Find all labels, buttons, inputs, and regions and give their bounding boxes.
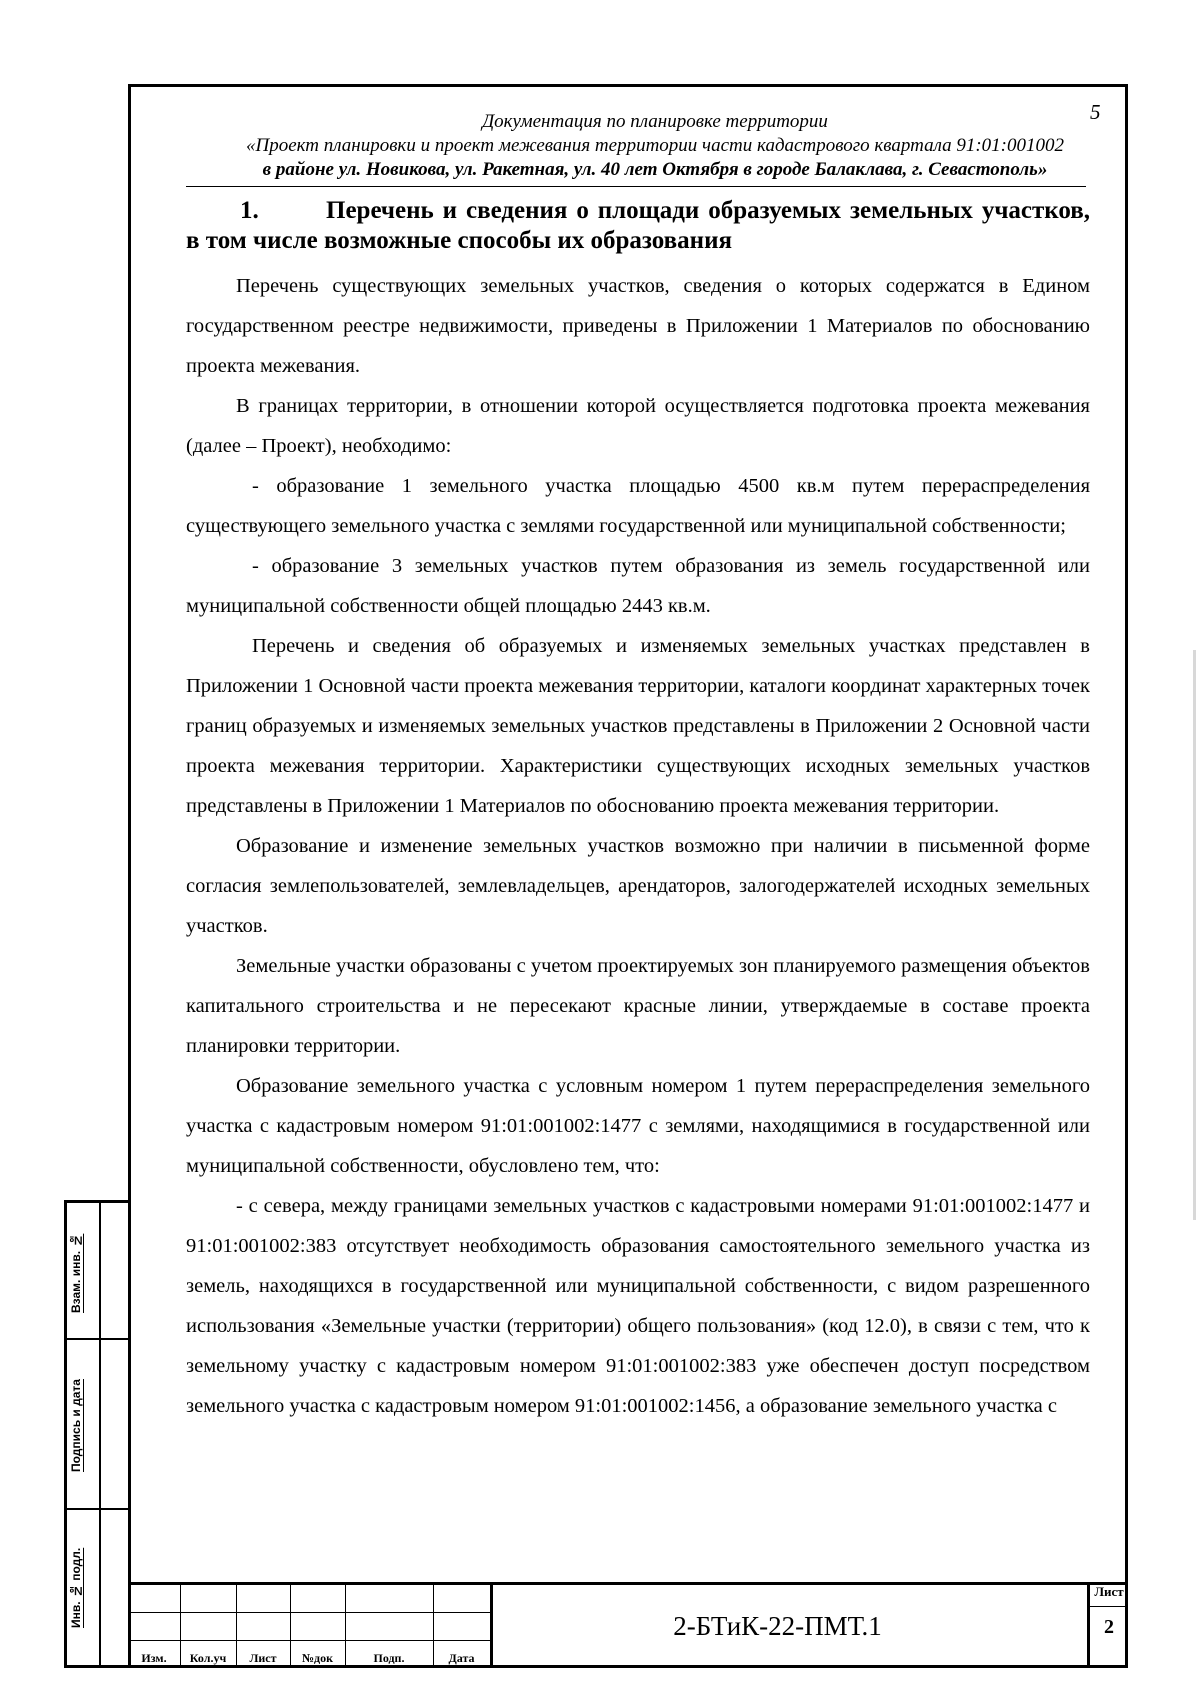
scan-edge-mark (1193, 650, 1196, 1220)
sheet-label: Лист (1094, 1584, 1124, 1599)
side-stamp-divider (99, 1203, 101, 1665)
paragraph: Перечень существующих земельных участков, сведения о которых содержатся в Едином государственном реестре недвижимости, приведены в Приложении 1 Материалов по обоснованию проекта межевания. (186, 275, 1090, 377)
paragraph: Перечень и сведения об образуемых и изменяемых земельных участках представлен в Приложении 1 Основной части проекта межевания территории, каталоги координат характерных точек границ образуемых и изменяемых земельных участков представлены в Приложении 2 Основной части проекта межевания территории. Характеристики существующих исходных земельных участков представлены в Приложении 1 Материалов по обоснованию проекта межевания территории. (186, 635, 1090, 817)
paragraph: Земельные участки образованы с учетом проектируемых зон планируемого размещения объектов капитального строительства и не пересекают красные линии, утверждаемые в составе проекта планировки территории. (186, 955, 1090, 1057)
side-stamp-label-replacement: Взам. инв. № (69, 1233, 83, 1313)
col-data: Дата (448, 1651, 475, 1665)
section-title (186, 196, 1090, 256)
col-list: Лист (249, 1651, 277, 1665)
document-code: 2-БТиК-22-ПМТ.1 (490, 1585, 1062, 1668)
page-number: 5 (1090, 100, 1101, 124)
col-podp: Подп. (373, 1651, 405, 1665)
side-stamp-label-inventory: Инв. № подл. (69, 1547, 83, 1629)
list-item: - образование 1 земельного участка площадью 4500 кв.м путем перераспределения существующего земельного участка с землями государственной или муниципальной собственности; (186, 475, 1090, 537)
sheet-box (1087, 1582, 1128, 1668)
grid-line (128, 1612, 490, 1613)
paragraph: Образование земельного участка с условным номером 1 путем перераспределения земельного участка с кадастровым номером 91:01:001002:1477 с землями, находящимися в государственной или муниципальной собственности, обусловлено тем, что: (186, 1075, 1090, 1177)
side-stamp-separator (67, 1338, 131, 1340)
grid-line (128, 1640, 490, 1641)
header-rule (186, 186, 1086, 187)
header-line-2: «Проект планировки и проект межевания территории части кадастрового квартала 91:01:001002 (245, 135, 1064, 156)
body-text (186, 266, 1090, 1426)
side-stamp-separator (67, 1508, 131, 1510)
document-header (180, 110, 1130, 182)
col-izm: Изм. (141, 1651, 167, 1665)
col-koluch: Кол.уч (189, 1651, 227, 1665)
paragraph: В границах территории, в отношении которой осуществляется подготовка проекта межевания (далее – Проект), необходимо: (186, 395, 1090, 457)
paragraph: Образование и изменение земельных участков возможно при наличии в письменной форме согласия землепользователей, землевладельцев, арендаторов, залогодержателей исходных земельных участков. (186, 835, 1090, 937)
header-line-3: в районе ул. Новикова, ул. Ракетная, ул. 40 лет Октября в городе Балаклава, г. Севастополь» (262, 159, 1048, 180)
col-ndok: №док (301, 1651, 334, 1665)
title-block (128, 1582, 1128, 1668)
list-item: - с севера, между границами земельных участков с кадастровыми номерами 91:01:001002:1477 и 91:01:001002:383 отсутствует необходимость образования самостоятельного земельного участка из земель, находящихся в государственной или муниципальной собственности, с видом разрешенного использования «Земельные участки (территории) общего пользования» (код 12.0), в связи с тем, что к земельному участку с кадастровым номером 91:01:001002:383 уже обеспечен доступ посредством земельного участка с кадастровым номером 91:01:001002:1456, а образование земельного участка с (186, 1195, 1090, 1417)
section-number: 1. (240, 197, 259, 224)
side-stamp-label-signature: Подпись и дата (69, 1379, 83, 1472)
header-line-1: Документация по планировке территории (482, 111, 828, 132)
sheet-separator (1090, 1606, 1128, 1607)
revision-table (128, 1585, 490, 1668)
sheet-number: 2 (1104, 1616, 1114, 1638)
side-stamp (64, 1200, 128, 1668)
section-title-text: Перечень и сведения о площади образуемых земельных участков, в том числе возможные способы их образования (186, 197, 1090, 254)
list-item: - образование 3 земельных участков путем образования из земель государственной или муниципальной собственности общей площадью 2443 кв.м. (186, 555, 1090, 617)
